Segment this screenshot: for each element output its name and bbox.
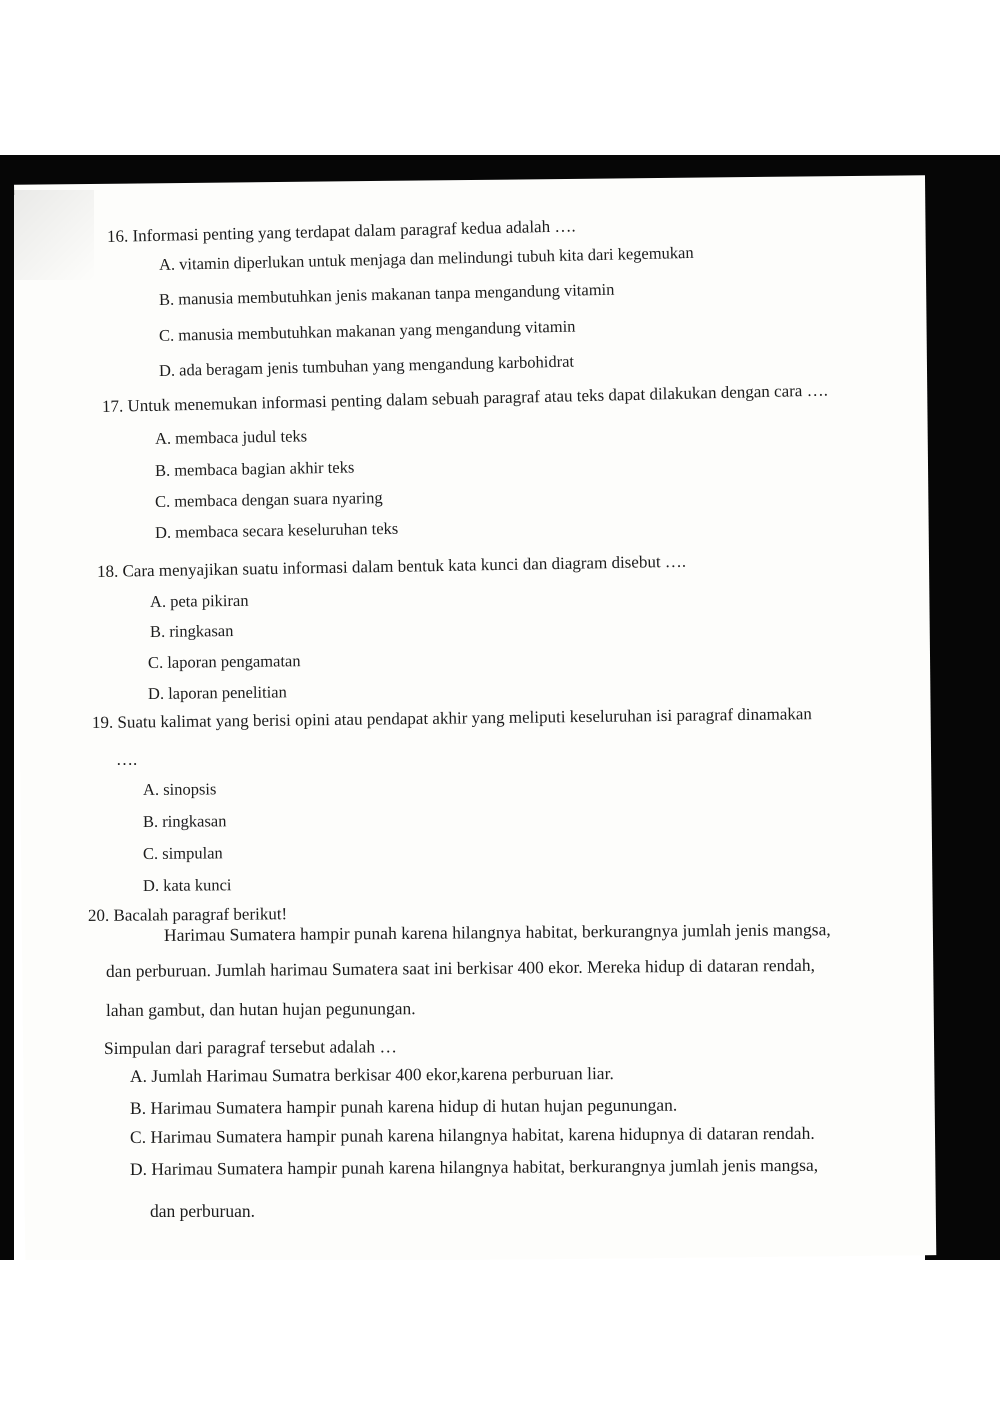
question-17-option-a: A. membaca judul teks bbox=[154, 426, 308, 448]
question-20-stem: 20. Bacalah paragraf berikut! bbox=[87, 904, 288, 925]
question-19-option-b: B. ringkasan bbox=[142, 811, 227, 831]
question-18-stem: 18. Cara menyajikan suatu informasi dalam bentuk kata kunci dan diagram disebut …. bbox=[96, 551, 687, 581]
question-17-option-b: B. membaca bagian akhir teks bbox=[154, 457, 355, 480]
question-17-stem: 17. Untuk menemukan informasi penting dalam sebuah paragraf atau teks dapat dilakukan dengan cara …. bbox=[101, 380, 829, 416]
question-17-option-c: C. membaca dengan suara nyaring bbox=[154, 488, 383, 511]
question-20-option-b: B. Harimau Sumatera hampir punah karena hidup di hutan hujan pegunungan. bbox=[129, 1094, 678, 1118]
question-19-option-c: C. simpulan bbox=[142, 843, 223, 863]
paragraph-line-2: dan perburuan. Jumlah harimau Sumatera saat ini berkisar 400 ekor. Mereka hidup di dataran rendah, bbox=[105, 954, 816, 981]
question-18-option-b: B. ringkasan bbox=[149, 620, 234, 641]
question-17-option-d: D. membaca secara keseluruhan teks bbox=[154, 518, 399, 542]
question-20-option-d-continuation: dan perburuan. bbox=[150, 1201, 255, 1221]
question-20-option-a: A. Jumlah Harimau Sumatra berkisar 400 ekor,karena perburuan liar. bbox=[129, 1063, 614, 1086]
question-18-option-a: A. peta pikiran bbox=[149, 590, 249, 611]
question-16-option-b: B. manusia membutuhkan jenis makanan tanpa mengandung vitamin bbox=[158, 279, 615, 309]
question-16-stem: 16. Informasi penting yang terdapat dalam paragraf kedua adalah …. bbox=[106, 216, 576, 246]
question-19-stem: 19. Suatu kalimat yang berisi opini atau pendapat akhir yang meliputi keseluruhan isi paragraf dinamakan bbox=[91, 704, 812, 732]
question-16-option-a: A. vitamin diperlukan untuk menjaga dan melindungi tubuh kita dari kegemukan bbox=[158, 242, 694, 274]
question-16-option-d: D. ada beragam jenis tumbuhan yang mengandung karbohidrat bbox=[158, 351, 575, 380]
question-20-option-c: C. Harimau Sumatera hampir punah karena hilangnya habitat, karena hidupnya di dataran rendah. bbox=[129, 1122, 815, 1147]
question-16-option-c: C. manusia membutuhkan makanan yang mengandung vitamin bbox=[158, 316, 576, 345]
paragraph-line-3: lahan gambut, dan hutan hujan pegunungan. bbox=[105, 998, 416, 1020]
question-20-option-d: D. Harimau Sumatera hampir punah karena hilangnya habitat, berkurangnya jumlah jenis mangsa, bbox=[129, 1154, 819, 1179]
question-20-prompt: Simpulan dari paragraf tersebut adalah … bbox=[103, 1036, 398, 1058]
paragraph-line-1: Harimau Sumatera hampir punah karena hilangnya habitat, berkurangnya jumlah jenis mangsa, bbox=[163, 919, 831, 945]
question-19-stem-continuation: …. bbox=[116, 750, 138, 769]
question-19-option-a: A. sinopsis bbox=[142, 779, 217, 799]
question-18-option-c: C. laporan pengamatan bbox=[147, 651, 301, 672]
question-18-option-d: D. laporan penelitian bbox=[147, 682, 287, 703]
question-19-option-d: D. kata kunci bbox=[142, 875, 232, 895]
